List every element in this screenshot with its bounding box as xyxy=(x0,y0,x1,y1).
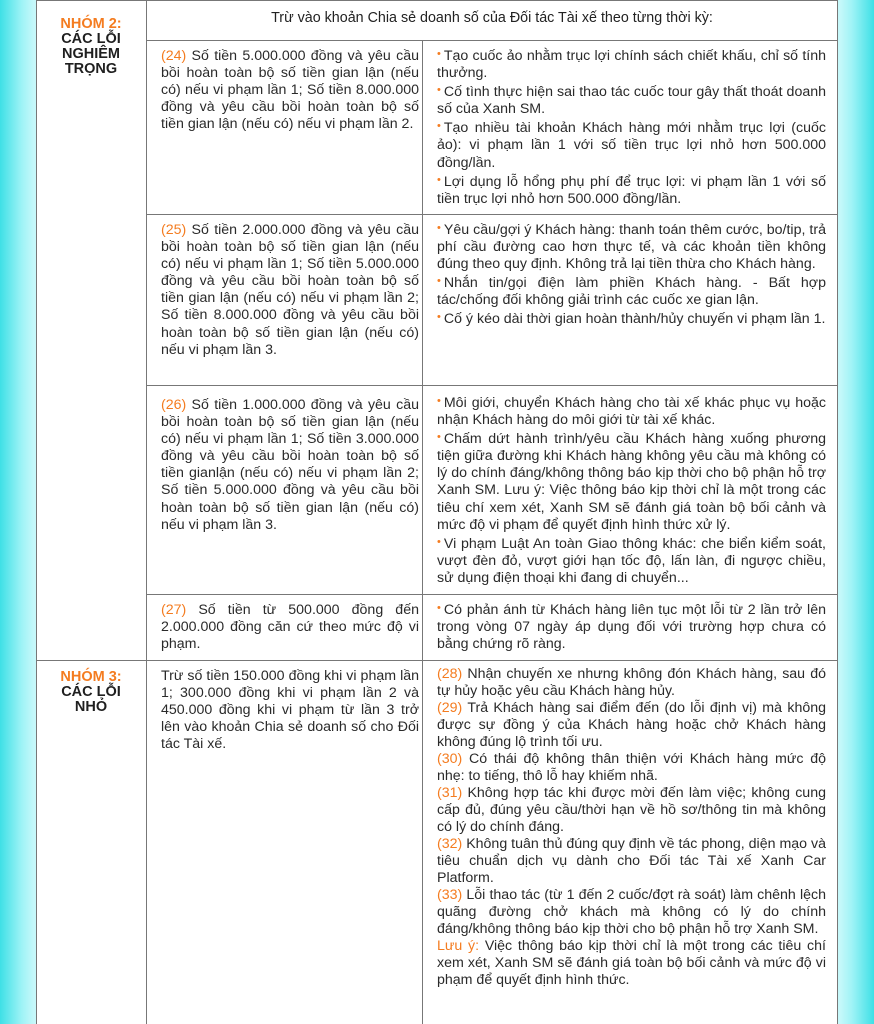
penalty-text: Số tiền 1.000.000 đồng và yêu cầu bồi hoàn toàn bộ số tiền gian lận (nếu có) nếu vi phạm lần 1; Số tiền 3.000.000 đồng và yêu cầu bồi hoàn toàn bộ số tiền gianlận (nếu có) nếu vi phạm lần 2; Số tiền 5.000.000 đồng và yêu cầu bồi hoàn toàn bộ số tiền gian lận (nếu có) nếu vi phạm lần 3. xyxy=(161,397,419,533)
penalty-column-divider xyxy=(422,40,423,1024)
penalty-cell-26 xyxy=(161,397,419,534)
bullet-icon: • xyxy=(437,535,441,548)
bullet-icon: • xyxy=(437,84,441,97)
group2-label-line: CÁC LỖI xyxy=(61,31,121,47)
row-divider xyxy=(146,594,838,595)
header-divider xyxy=(146,40,838,41)
violation-item: (30) Có thái độ không thân thiện với Khách hàng mức độ nhẹ: to tiếng, thô lỗ hay khiếm nhã. xyxy=(437,751,826,784)
rule-number: (26) xyxy=(161,397,187,413)
rule-number: (25) xyxy=(161,222,187,238)
bullet-icon: • xyxy=(437,602,441,614)
violations-cell-26 xyxy=(437,393,826,587)
bullet-icon: • xyxy=(437,48,441,60)
violation-item: • Nhắn tin/gọi điện làm phiền Khách hàng. - Bất hợp tác/chống đối không giải trình các cuốc xe gian lận. xyxy=(437,275,826,309)
penalty-text: Số tiền từ 500.000 đồng đến 2.000.000 đồng căn cứ theo mức độ vi phạm. xyxy=(161,602,419,653)
violations-cell-24 xyxy=(437,46,826,208)
bullet-icon: • xyxy=(437,222,441,234)
note: Lưu ý: Việc thông báo kịp thời chỉ là một trong các tiêu chí xem xét, Xanh SM sẽ đánh giá toàn bộ bối cảnh và mức độ vi phạm để quyết định hình thức. xyxy=(437,938,826,988)
violation-item: (29) Trả Khách hàng sai điểm đến (do lỗi định vị) mà không được sự đồng ý của Khách hàng hoặc chở Khách hàng không đúng lộ trình tối ưu. xyxy=(437,700,827,750)
group3-title: NHÓM 3: xyxy=(60,669,122,685)
violation-item: (31) Không hợp tác khi được mời đến làm việc; không cung cấp đủ, đúng yêu cầu/thời hạn về hồ sơ/thông tin mà không có lý do chính đáng. xyxy=(437,785,826,835)
penalty-cell-25 xyxy=(161,222,419,359)
group-divider xyxy=(36,660,838,661)
group2-title: NHÓM 2: xyxy=(60,16,122,32)
violation-item: • Có phản ánh từ Khách hàng liên tục một lỗi từ 2 lần trở lên trong vòng 07 ngày áp dụng đối với trường hợp chưa có bằng chứng rõ ràng. xyxy=(437,602,826,653)
penalty-text: Số tiền 2.000.000 đồng và yêu cầu bồi hoàn toàn bộ số tiền gian lận (nếu có) nếu vi phạm lần 1; Số tiền 5.000.000 đồng và yêu cầu bồi hoàn toàn bộ số tiền gian lận (nếu có) nếu vi phạm lần 2; Số tiền 8.000.000 đồng và yêu cầu bồi hoàn toàn bộ số tiền gian lận (nếu có) nếu vi phạm lần 3. xyxy=(161,222,419,358)
violation-item: • Chấm dứt hành trình/yêu cầu Khách hàng xuống phương tiện giữa đường khi Khách hàng không yêu cầu mà không có lý do chính đáng/không thông báo kịp thời cho bộ phận hỗ trợ Xanh SM. Lưu ý: Việc thông báo kịp thời chỉ là một trong các tiêu chí xem xét, Xanh SM sẽ đánh giá toàn bộ bối cảnh và mức độ vi phạm để quyết định hình thức xử lý. xyxy=(437,431,826,533)
violations-cell-25 xyxy=(437,220,826,329)
note-label: Lưu ý: xyxy=(437,938,480,954)
rule-number: (27) xyxy=(161,602,187,618)
rule-number: (33) xyxy=(437,887,463,903)
rule-number: (24) xyxy=(161,48,187,64)
bullet-icon: • xyxy=(437,120,441,133)
penalty-cell-27 xyxy=(161,602,419,653)
bullet-icon: • xyxy=(437,311,441,324)
group3-label xyxy=(36,670,146,715)
rule-number: (32) xyxy=(437,836,463,852)
row-divider xyxy=(146,385,838,386)
rule-number: (31) xyxy=(437,785,463,801)
policy-table xyxy=(36,0,838,1024)
group2-header: Trừ vào khoản Chia sẻ doanh số của Đối tác Tài xế theo từng thời kỳ: xyxy=(271,10,713,26)
group3-label-line: NHỎ xyxy=(74,699,108,715)
group2-label-line: TRỌNG xyxy=(64,61,118,77)
bullet-icon: • xyxy=(437,173,441,186)
group-column-divider xyxy=(146,0,147,1024)
bullet-icon: • xyxy=(437,275,441,288)
group2-label xyxy=(36,17,146,77)
rule-number: (30) xyxy=(437,751,463,767)
violation-item: • Yêu cầu/gợi ý Khách hàng: thanh toán thêm cước, bo/tip, trả phí cầu đường cao hơn thực tế, và các khoản tiền không đúng theo quy định. Không trả lại tiền thừa cho Khách hàng. xyxy=(437,222,826,273)
group3-violations xyxy=(437,666,826,989)
violation-item: (28) Nhận chuyến xe nhưng không đón Khách hàng, sau đó tự hủy hoặc yêu cầu Khách hàng hủy. xyxy=(437,666,826,699)
penalty-text: Số tiền 5.000.000 đồng và yêu cầu bồi hoàn toàn bộ số tiền gian lận (nếu có) nếu vi phạm lần 1; Số tiền 8.000.000 đồng và yêu cầu bồi hoàn toàn bộ số tiền gian lận (nếu có) nếu vi phạm lần 2. xyxy=(161,48,419,133)
table-left-border xyxy=(36,0,37,1024)
violations-cell-27 xyxy=(437,600,826,653)
violation-item: • Tạo nhiều tài khoản Khách hàng mới nhằm trục lợi (cuốc ảo): vi phạm lần 1 với số tiền trục lợi nhỏ hơn 500.000 đồng/lần. xyxy=(437,120,826,171)
rule-number: (29) xyxy=(437,700,463,716)
violation-item: • Cố tình thực hiện sai thao tác cuốc tour gây thất thoát doanh số của Xanh SM. xyxy=(437,84,826,118)
violation-item: (33) Lỗi thao tác (từ 1 đến 2 cuốc/đợt rà soát) làm chênh lệch quãng đường chở khách mà không có lý do chính đáng/không thông báo kịp thời cho bộ phận hỗ trợ Xanh SM. xyxy=(437,887,826,937)
violation-item: (32) Không tuân thủ đúng quy định về tác phong, diện mạo và tiêu chuẩn dịch vụ dành cho Đối tác Tài xế Xanh Car Platform. xyxy=(437,836,826,886)
row-divider xyxy=(146,214,838,215)
rule-number: (28) xyxy=(437,666,463,682)
penalty-cell-24 xyxy=(161,48,419,133)
violation-item: • Tạo cuốc ảo nhằm trục lợi chính sách chiết khấu, chỉ số tính thưởng. xyxy=(437,48,826,82)
bullet-icon: • xyxy=(437,431,441,444)
group3-penalty: Trừ số tiền 150.000 đồng khi vi phạm lần 1; 300.000 đồng khi vi phạm lần 2 và 450.000 đồng khi vi phạm từ lần 3 trở lên vào khoản Chia sẻ doanh số cho Đối tác Tài xế. xyxy=(161,668,419,753)
violation-item: • Lợi dụng lỗ hổng phụ phí để trục lợi: vi phạm lần 1 với số tiền trục lợi nhỏ hơn 500.000 đồng/lần. xyxy=(437,173,826,207)
bullet-icon: • xyxy=(437,395,441,407)
table-right-border xyxy=(837,0,838,1024)
table-top-border xyxy=(36,0,838,1)
group3-label-line: CÁC LỖI xyxy=(61,684,121,700)
violation-item: • Môi giới, chuyển Khách hàng cho tài xế khác phục vụ hoặc nhận Khách hàng do môi giới từ tài xế khác. xyxy=(437,395,826,429)
violation-item: • Cố ý kéo dài thời gian hoàn thành/hủy chuyến vi phạm lần 1. xyxy=(437,311,826,328)
violation-item: • Vi phạm Luật An toàn Giao thông khác: che biển kiểm soát, vượt đèn đỏ, vượt giới hạn tốc độ, lấn làn, đi ngược chiều, sử dụng điện thoại khi đang di chuyển... xyxy=(437,535,826,586)
group2-label-line: NGHIÊM xyxy=(62,46,120,62)
